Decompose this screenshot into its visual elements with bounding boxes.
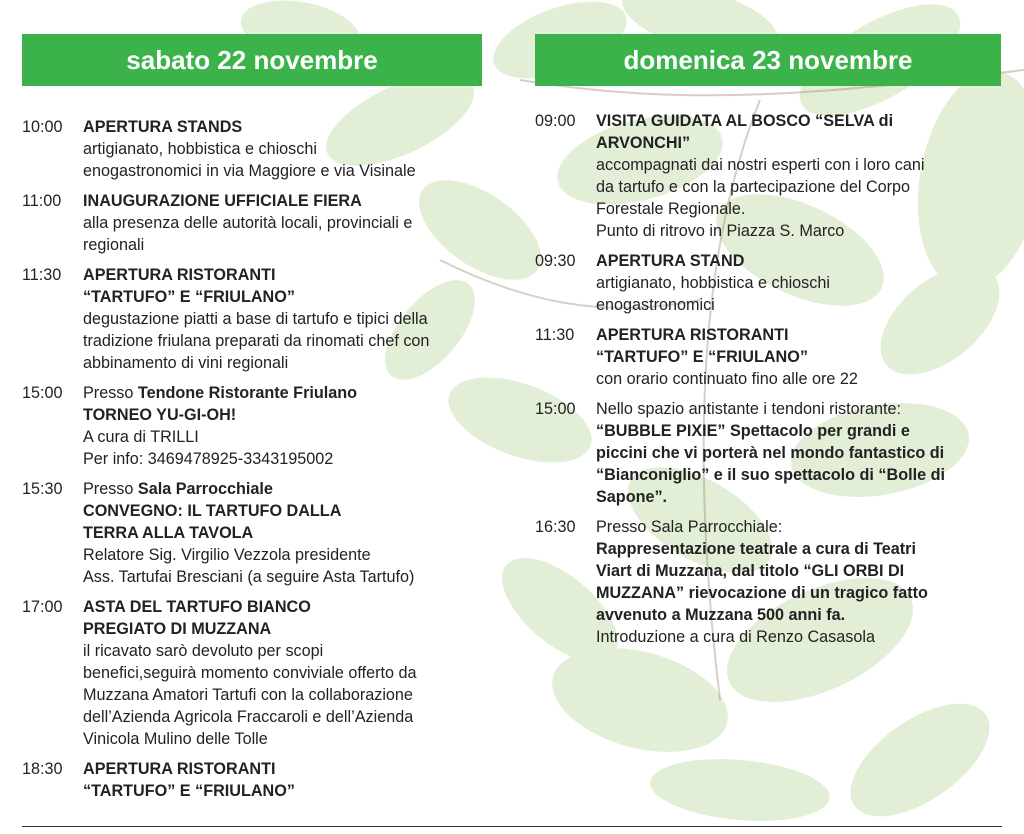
event-time: 18:30: [22, 760, 63, 778]
event-line: Per info: 3469478925-3343195002: [83, 450, 334, 468]
event-line: accompagnati dai nostri esperti con i loro cani: [596, 156, 925, 174]
event-line: regionali: [83, 236, 145, 254]
event-time: 10:00: [22, 118, 63, 136]
event-description: [596, 110, 1005, 242]
event-line: Sapone”.: [596, 488, 668, 506]
event-line: APERTURA RISTORANTI: [83, 760, 276, 778]
event-description: [83, 478, 492, 588]
schedule-event: [22, 382, 492, 470]
event-line: ARVONCHI”: [596, 134, 691, 152]
event-line: enogastronomici in via Maggiore e via Visinale: [83, 162, 416, 180]
event-line: Introduzione a cura di Renzo Casasola: [596, 628, 875, 646]
event-line: benefici,seguirà momento conviviale offerto da: [83, 664, 417, 682]
event-line: [83, 478, 492, 500]
event-time: 11:30: [22, 266, 62, 284]
event-line: piccini che vi porterà nel mondo fantastico di: [596, 444, 945, 462]
event-line-segment: Presso: [83, 480, 138, 498]
event-description: [83, 758, 492, 802]
event-line: Rappresentazione teatrale a cura di Teatri: [596, 540, 916, 558]
event-time: 15:30: [22, 480, 63, 498]
event-time: 09:30: [535, 252, 576, 270]
schedule-event: [22, 116, 492, 182]
event-line: PREGIATO DI MUZZANA: [83, 620, 272, 638]
schedule-event: [22, 758, 492, 802]
event-time: 17:00: [22, 598, 63, 616]
event-line: Nello spazio antistante i tendoni ristorante:: [596, 400, 902, 418]
event-description: [83, 116, 492, 182]
event-line: APERTURA STANDS: [83, 118, 243, 136]
event-line: avvenuto a Muzzana 500 anni fa.: [596, 606, 846, 624]
event-line: con orario continuato fino alle ore 22: [596, 370, 858, 388]
event-line: ASTA DEL TARTUFO BIANCO: [83, 598, 311, 616]
event-time: 16:30: [535, 518, 576, 536]
event-line: enogastronomici: [596, 296, 715, 314]
event-line: artigianato, hobbistica e chioschi: [83, 140, 317, 158]
event-time: 11:00: [22, 192, 62, 210]
saturday-title: sabato 22 novembre: [126, 44, 378, 75]
event-line: “TARTUFO” E “FRIULANO”: [83, 782, 295, 800]
event-line: alla presenza delle autorità locali, provinciali e: [83, 214, 413, 232]
event-line: APERTURA STAND: [596, 252, 745, 270]
sunday-schedule: [535, 110, 1005, 656]
sunday-header: [535, 34, 1001, 86]
event-description: [596, 398, 1005, 508]
sunday-title: domenica 23 novembre: [623, 44, 913, 75]
event-time: 15:00: [22, 384, 63, 402]
event-line: Ass. Tartufai Bresciani (a seguire Asta Tartufo): [83, 568, 415, 586]
event-line: TERRA ALLA TAVOLA: [83, 524, 254, 542]
event-line: il ricavato sarò devoluto per scopi: [83, 642, 324, 660]
schedule-event: [22, 478, 492, 588]
schedule-event: [22, 190, 492, 256]
schedule-event: [535, 398, 1005, 508]
event-time: 11:30: [535, 326, 575, 344]
event-line: VISITA GUIDATA AL BOSCO “SELVA di: [596, 112, 894, 130]
event-line: Forestale Regionale.: [596, 200, 746, 218]
schedule-event: [535, 324, 1005, 390]
event-description: [596, 250, 1005, 316]
event-line: TORNEO YU-GI-OH!: [83, 406, 237, 424]
event-line: MUZZANA” rievocazione di un tragico fatto: [596, 584, 928, 602]
bottom-divider: [22, 826, 1002, 827]
event-time: 15:00: [535, 400, 576, 418]
event-line: Relatore Sig. Virgilio Vezzola presidente: [83, 546, 371, 564]
schedule-event: [535, 110, 1005, 242]
event-description: [83, 190, 492, 256]
event-line-segment: Presso: [83, 384, 138, 402]
schedule-event: [22, 264, 492, 374]
saturday-schedule: [22, 116, 492, 810]
event-line: A cura di TRILLI: [83, 428, 199, 446]
event-line: Viart di Muzzana, dal titolo “GLI ORBI DI: [596, 562, 905, 580]
event-line: abbinamento di vini regionali: [83, 354, 289, 372]
event-description: [596, 324, 1005, 390]
event-line: INAUGURAZIONE UFFICIALE FIERA: [83, 192, 362, 210]
event-line: Presso Sala Parrocchiale:: [596, 518, 783, 536]
event-line: Vinicola Mulino delle Tolle: [83, 730, 268, 748]
schedule-event: [535, 516, 1005, 648]
event-line: APERTURA RISTORANTI: [83, 266, 276, 284]
event-description: [596, 516, 1005, 648]
event-line: CONVEGNO: IL TARTUFO DALLA: [83, 502, 342, 520]
event-line-segment: Sala Parrocchiale: [137, 480, 273, 498]
event-line: [83, 382, 492, 404]
event-time: 09:00: [535, 112, 576, 130]
event-description: [83, 596, 492, 750]
event-line: degustazione piatti a base di tartufo e tipici della: [83, 310, 428, 328]
event-line: “TARTUFO” E “FRIULANO”: [83, 288, 295, 306]
event-description: [83, 382, 492, 470]
event-line: Punto di ritrovo in Piazza S. Marco: [596, 222, 845, 240]
event-line: “BUBBLE PIXIE” Spettacolo per grandi e: [596, 422, 910, 440]
event-description: [83, 264, 492, 374]
event-line: tradizione friulana preparati da rinomati chef con: [83, 332, 430, 350]
event-line: artigianato, hobbistica e chioschi: [596, 274, 830, 292]
saturday-header: [22, 34, 482, 86]
event-line: dell’Azienda Agricola Fraccaroli e dell’Azienda: [83, 708, 414, 726]
event-line: APERTURA RISTORANTI: [596, 326, 789, 344]
event-line-segment: Tendone Ristorante Friulano: [137, 384, 358, 402]
event-line: “TARTUFO” E “FRIULANO”: [596, 348, 808, 366]
event-line: Muzzana Amatori Tartufi con la collaborazione: [83, 686, 413, 704]
schedule-event: [22, 596, 492, 750]
event-line: da tartufo e con la partecipazione del Corpo: [596, 178, 911, 196]
schedule-event: [535, 250, 1005, 316]
event-line: “Bianconiglio” e il suo spettacolo di “Bolle di: [596, 466, 945, 484]
